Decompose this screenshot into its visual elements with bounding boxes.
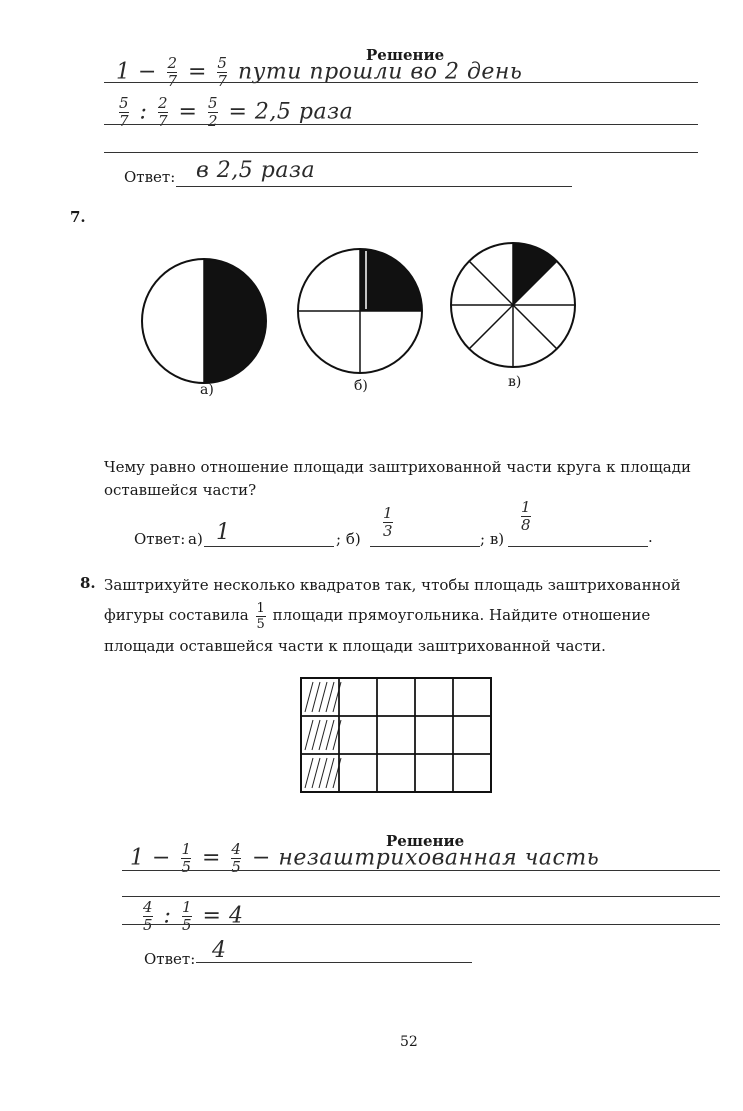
writing-line bbox=[104, 124, 698, 125]
task8-text bbox=[104, 570, 710, 661]
hatch-line bbox=[305, 720, 313, 750]
grid-cell-hatching bbox=[305, 682, 341, 712]
bottom-solution-line2 bbox=[140, 900, 243, 933]
line1-eq: = bbox=[187, 59, 207, 85]
grid-cell bbox=[415, 754, 453, 792]
hatch-line bbox=[312, 720, 320, 750]
b-line2-result: = 4 bbox=[202, 903, 244, 929]
b-line1-fraction-2: $\frac{4}{5}$ bbox=[231, 840, 242, 876]
line1-fraction-2: $\frac{5}{7}$ bbox=[217, 54, 228, 90]
grid-cell bbox=[377, 678, 415, 716]
circle-a bbox=[138, 251, 278, 391]
grid-cell bbox=[415, 678, 453, 716]
line2-fraction-3: $\frac{5}{2}$ bbox=[207, 94, 218, 130]
ans-a-line bbox=[204, 546, 334, 547]
line2-op: : bbox=[139, 99, 148, 125]
b-line1-eq: = bbox=[201, 845, 221, 871]
b-line1-text: − незаштрихованная часть bbox=[251, 845, 600, 871]
task7-ans-b-value: $\frac{1}{3}$ bbox=[383, 504, 394, 540]
hatch-line bbox=[319, 758, 327, 788]
task7-sep2: ; в) bbox=[480, 530, 505, 548]
hatch-line bbox=[305, 682, 313, 712]
circle-b bbox=[293, 249, 433, 389]
ans-b-line bbox=[370, 546, 480, 547]
line2-fraction-2: $\frac{2}{7}$ bbox=[157, 94, 169, 130]
grid-cell bbox=[339, 716, 377, 754]
line1-prefix: 1 − bbox=[116, 59, 157, 85]
bottom-answer-label: Ответ: bbox=[144, 950, 196, 968]
task8-number: 8. bbox=[80, 574, 96, 592]
grid-cell-hatching bbox=[305, 720, 341, 750]
task8-text-part2: площади прямоугольника. Найдите отношение площади оставшейся части к площади заштрихованной части. bbox=[104, 606, 651, 655]
writing-line bbox=[104, 152, 698, 153]
grid-cell bbox=[339, 754, 377, 792]
task7-question: Чему равно отношение площади заштрихованной части круга к площади оставшейся части? bbox=[104, 458, 691, 500]
top-solution-heading: Решение bbox=[366, 46, 445, 64]
top-answer-label: Ответ: bbox=[124, 168, 176, 186]
grid-cell bbox=[415, 716, 453, 754]
top-solution-line1 bbox=[116, 56, 522, 89]
task7-end-dot: . bbox=[648, 528, 653, 546]
grid-cell bbox=[377, 754, 415, 792]
line2-eq: = bbox=[178, 99, 198, 125]
task7-ans-a-label: а) bbox=[188, 530, 203, 548]
line2-fraction-1: $\frac{5}{7}$ bbox=[119, 94, 130, 130]
writing-line bbox=[122, 896, 720, 897]
line1-fraction-1: $\frac{2}{7}$ bbox=[167, 54, 178, 90]
b-line1-fraction-1: $\frac{1}{5}$ bbox=[181, 840, 192, 876]
grid-cell bbox=[377, 716, 415, 754]
label-b: б) bbox=[354, 378, 368, 394]
grid-cell bbox=[453, 716, 491, 754]
hatch-line bbox=[312, 682, 320, 712]
hatch-line bbox=[319, 682, 327, 712]
writing-line bbox=[122, 924, 720, 925]
hatch-line bbox=[319, 720, 327, 750]
writing-line bbox=[104, 82, 698, 83]
writing-line bbox=[122, 870, 720, 871]
label-a: а) bbox=[200, 382, 214, 398]
b-line2-op: : bbox=[163, 903, 172, 929]
label-v: в) bbox=[508, 374, 522, 390]
task8-fraction: $\frac{1}{5}$ bbox=[256, 600, 265, 632]
hatch-line bbox=[333, 758, 341, 788]
answer-line bbox=[176, 186, 572, 187]
top-answer-value: в 2,5 раза bbox=[196, 158, 316, 183]
task8-text-part1: Заштрихуйте несколько квадратов так, чтобы площадь заштрихованной фигуры составила bbox=[104, 576, 681, 624]
line2-result: = 2,5 раза bbox=[228, 99, 354, 125]
b-line2-fraction-1: $\frac{4}{5}$ bbox=[143, 898, 154, 934]
task7-number: 7. bbox=[70, 208, 86, 226]
circle-a-shaded-half bbox=[204, 259, 266, 383]
rectangle-grid bbox=[299, 676, 499, 796]
page-number: 52 bbox=[400, 1034, 418, 1050]
bottom-solution-heading: Решение bbox=[386, 832, 465, 850]
circle-v-shaded-eighth bbox=[513, 243, 557, 305]
hatch-line bbox=[326, 682, 334, 712]
task7-answer-label: Ответ: bbox=[134, 530, 186, 548]
grid-cell bbox=[453, 678, 491, 716]
grid-cell bbox=[339, 678, 377, 716]
task7-ans-v-value: $\frac{1}{8}$ bbox=[521, 498, 532, 534]
grid-cell bbox=[453, 754, 491, 792]
grid-cell-hatching bbox=[305, 758, 341, 788]
task7-ans-a-value: 1 bbox=[216, 520, 231, 545]
b-line1-prefix: 1 − bbox=[130, 845, 171, 871]
bottom-answer-value: 4 bbox=[212, 938, 227, 963]
line1-text: пути прошли во 2 день bbox=[237, 59, 523, 85]
hatch-line bbox=[305, 758, 313, 788]
answer-line bbox=[196, 962, 472, 963]
task7-sep1: ; б) bbox=[336, 530, 361, 548]
hatch-line bbox=[333, 720, 341, 750]
hatch-line bbox=[326, 720, 334, 750]
hatch-line bbox=[333, 682, 341, 712]
hatch-line bbox=[312, 758, 320, 788]
circle-v bbox=[448, 240, 578, 370]
b-line2-fraction-2: $\frac{1}{5}$ bbox=[181, 898, 193, 934]
hatch-line bbox=[326, 758, 334, 788]
ans-v-line bbox=[508, 546, 648, 547]
